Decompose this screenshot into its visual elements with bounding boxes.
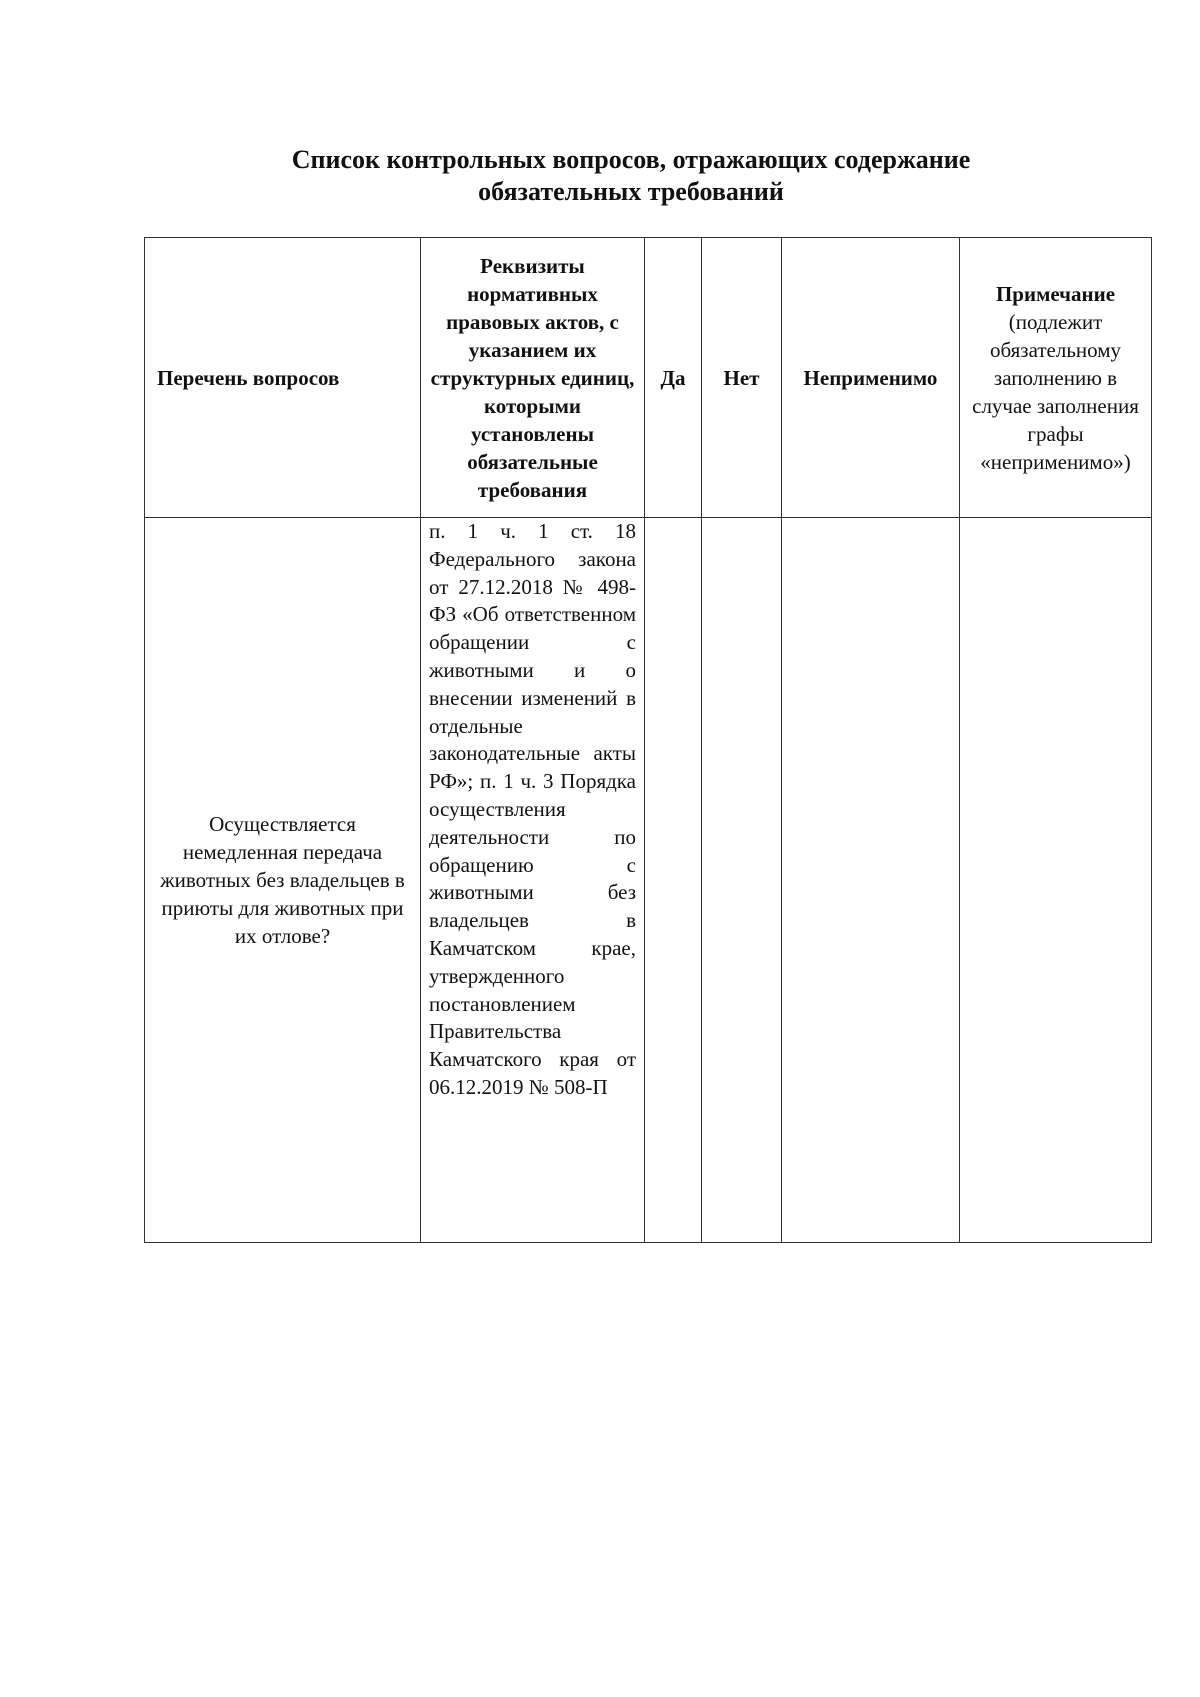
reference-cell: п. 1 ч. 1 ст. 18 Федерального закона от 27.12.2018 № 498-ФЗ «Об ответственном обращении с животными и о внесении изменений в отдельные законодательные акты РФ»; п. 1 ч. 3 Порядка осуществления деятельности по обращению с животными без владельцев в Камчатском крае, утвержденного постановлением Правительства Камчатского края от 06.12.2019 № 508-П: [421, 518, 645, 1243]
header-not-applicable: Неприменимо: [782, 238, 960, 518]
header-requisites: Реквизиты нормативных правовых актов, с указанием их структурных единиц, которыми установлены обязательные требования: [421, 238, 645, 518]
header-no: Нет: [702, 238, 782, 518]
table-row: [145, 518, 1152, 1243]
header-yes: Да: [645, 238, 702, 518]
header-questions: Перечень вопросов: [145, 238, 421, 518]
table-header-row: [145, 238, 1152, 518]
checklist-table: [144, 237, 1152, 1243]
note-cell: [960, 518, 1152, 1243]
header-note-text: (подлежит обязательному заполнению в случае заполнения графы «неприменимо»): [972, 309, 1139, 474]
yes-cell: [645, 518, 702, 1243]
not-applicable-cell: [782, 518, 960, 1243]
no-cell: [702, 518, 782, 1243]
question-cell: Осуществляется немедленная передача животных без владельцев в приюты для животных при их отлове?: [145, 518, 421, 1243]
page-title-line-1: Список контрольных вопросов, отражающих содержание: [291, 145, 971, 174]
page-title: [0, 144, 1200, 208]
header-note-title: Примечание: [995, 281, 1116, 306]
page-title-line-2: обязательных требований: [478, 177, 784, 206]
header-note: [960, 238, 1152, 518]
